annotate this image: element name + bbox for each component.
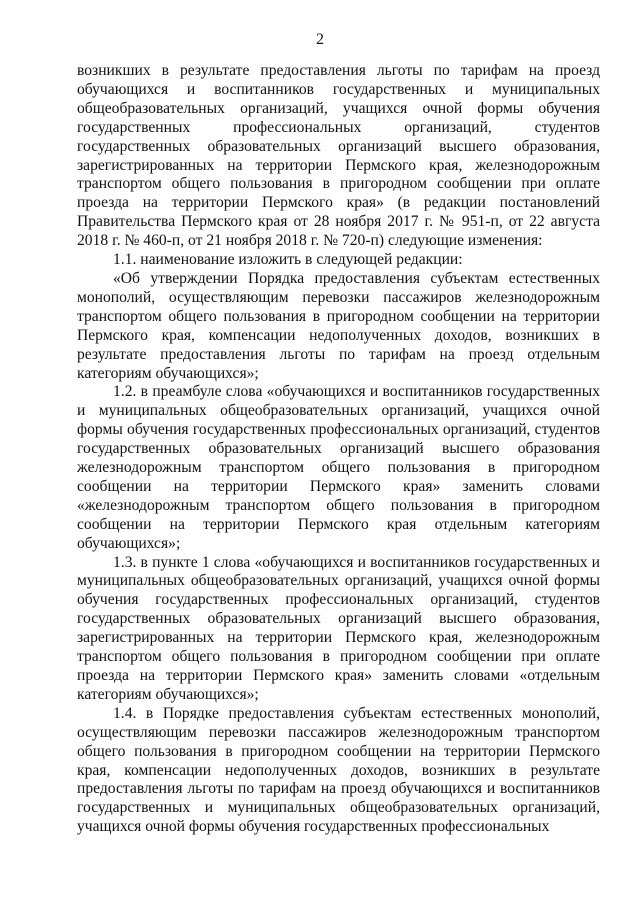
- paragraph-item-1-3: 1.3. в пункте 1 слова «обучающихся и воспитанников государственных и муниципальных общеобразовательных организаций, учащихся очной формы обучения государственных профессиональных организаций, студентов государственных образовательных организаций высшего образования, зарегистрированных на территории Пермского края, железнодорожным транспортом общего пользования в пригородном сообщении при оплате проезда на территории Пермского края» заменить словами «отдельным категориям обучающихся»;: [77, 553, 600, 703]
- paragraph-new-title: «Об утверждении Порядка предоставления субъектам естественных монополий, осуществляющим перевозки пассажиров железнодорожным транспортом общего пользования в пригородном сообщении на территории Пермского края, компенсации недополученных доходов, возникших в результате предоставления льготы по тарифам на проезд отдельным категориям обучающихся»;: [77, 269, 600, 382]
- page-number: 2: [316, 31, 324, 48]
- paragraph-item-1-2: 1.2. в преамбуле слова «обучающихся и воспитанников государственных и муниципальных общеобразовательных организаций, учащихся очной формы обучения государственных профессиональных организаций, студентов государственных образовательных организаций высшего образования железнодорожным транспортом общего пользования в пригородном сообщении на территории Пермского края» заменить словами «железнодорожным транспортом общего пользования в пригородном сообщении на территории Пермского края отдельным категориям обучающихся»;: [77, 383, 600, 552]
- paragraph-item-1-4: 1.4. в Порядке предоставления субъектам естественных монополий, осуществляющим перевозки пассажиров железнодорожным транспортом общего пользования в пригородном сообщении на территории Пермского края, компенсации недополученных доходов, возникших в результате предоставления льготы по тарифам на проезд обучающихся и воспитанников государственных и муниципальных общеобразовательных организаций, учащихся очной формы обучения государственных профессиональных: [77, 704, 600, 836]
- paragraph-item-1-1: 1.1. наименование изложить в следующей редакции:: [113, 251, 463, 269]
- paragraph-continuation: возникших в результате предоставления льготы по тарифам на проезд обучающихся и воспитанников государственных и муниципальных общеобразовательных организаций, учащихся очной формы обучения государственных профессиональных организаций, студентов государственных образовательных организаций высшего образования, зарегистрированных на территории Пермского края, железнодорожным транспортом общего пользования в пригородном сообщении при оплате проезда на территории Пермского края» (в редакции постановлений Правительства Пермского края от 28 ноября 2017 г. № 951-п, от 22 августа 2018 г. № 460-п, от 21 ноября 2018 г. № 720-п) следующие изменения:: [77, 62, 600, 250]
- document-body: [77, 62, 600, 837]
